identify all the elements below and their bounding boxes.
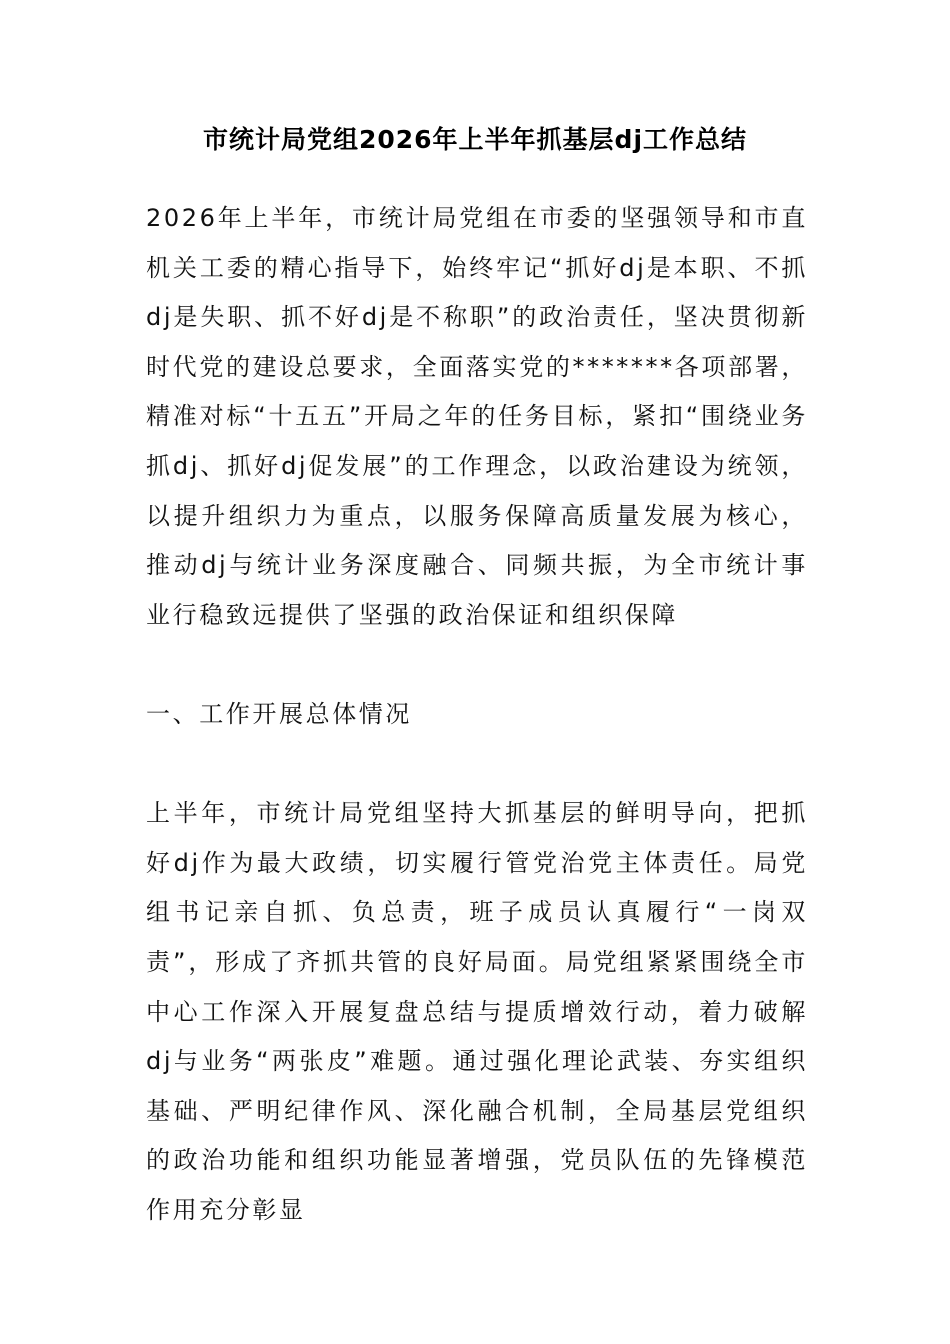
paragraph-spacer [146,640,808,690]
paragraph-spacer [146,740,808,790]
document-body [146,194,808,1235]
section-paragraph: 上半年，市统计局党组坚持大抓基层的鲜明导向，把抓好dj作为最大政绩，切实履行管党治党主体责任。局党组书记亲自抓、负总责，班子成员认真履行“一岗双责”，形成了齐抓共管的良好局面。局党组紧紧围绕全市中心工作深入开展复盘总结与提质增效行动，着力破解dj与业务“两张皮”难题。通过强化理论武装、夯实组织基础、严明纪律作风、深化融合机制，全局基层党组织的政治功能和组织功能显著增强，党员队伍的先锋模范作用充分彰显 [146,799,808,1224]
section-heading: 一、工作开展总体情况 [146,699,412,728]
intro-paragraph: 2026年上半年，市统计局党组在市委的坚强领导和市直机关工委的精心指导下，始终牢记“抓好dj是本职、不抓dj是失职、抓不好dj是不称职”的政治责任，坚决贯彻新时代党的建设总要求，全面落实党的*******各项部署，精准对标“十五五”开局之年的任务目标，紧扣“围绕业务抓dj、抓好dj促发展”的工作理念，以政治建设为统领，以提升组织力为重点，以服务保障高质量发展为核心，推动dj与统计业务深度融合、同频共振，为全市统计事业行稳致远提供了坚强的政治保证和组织保障 [146,204,808,629]
document-title: 市统计局党组2026年上半年抓基层dj工作总结 [202,125,748,154]
